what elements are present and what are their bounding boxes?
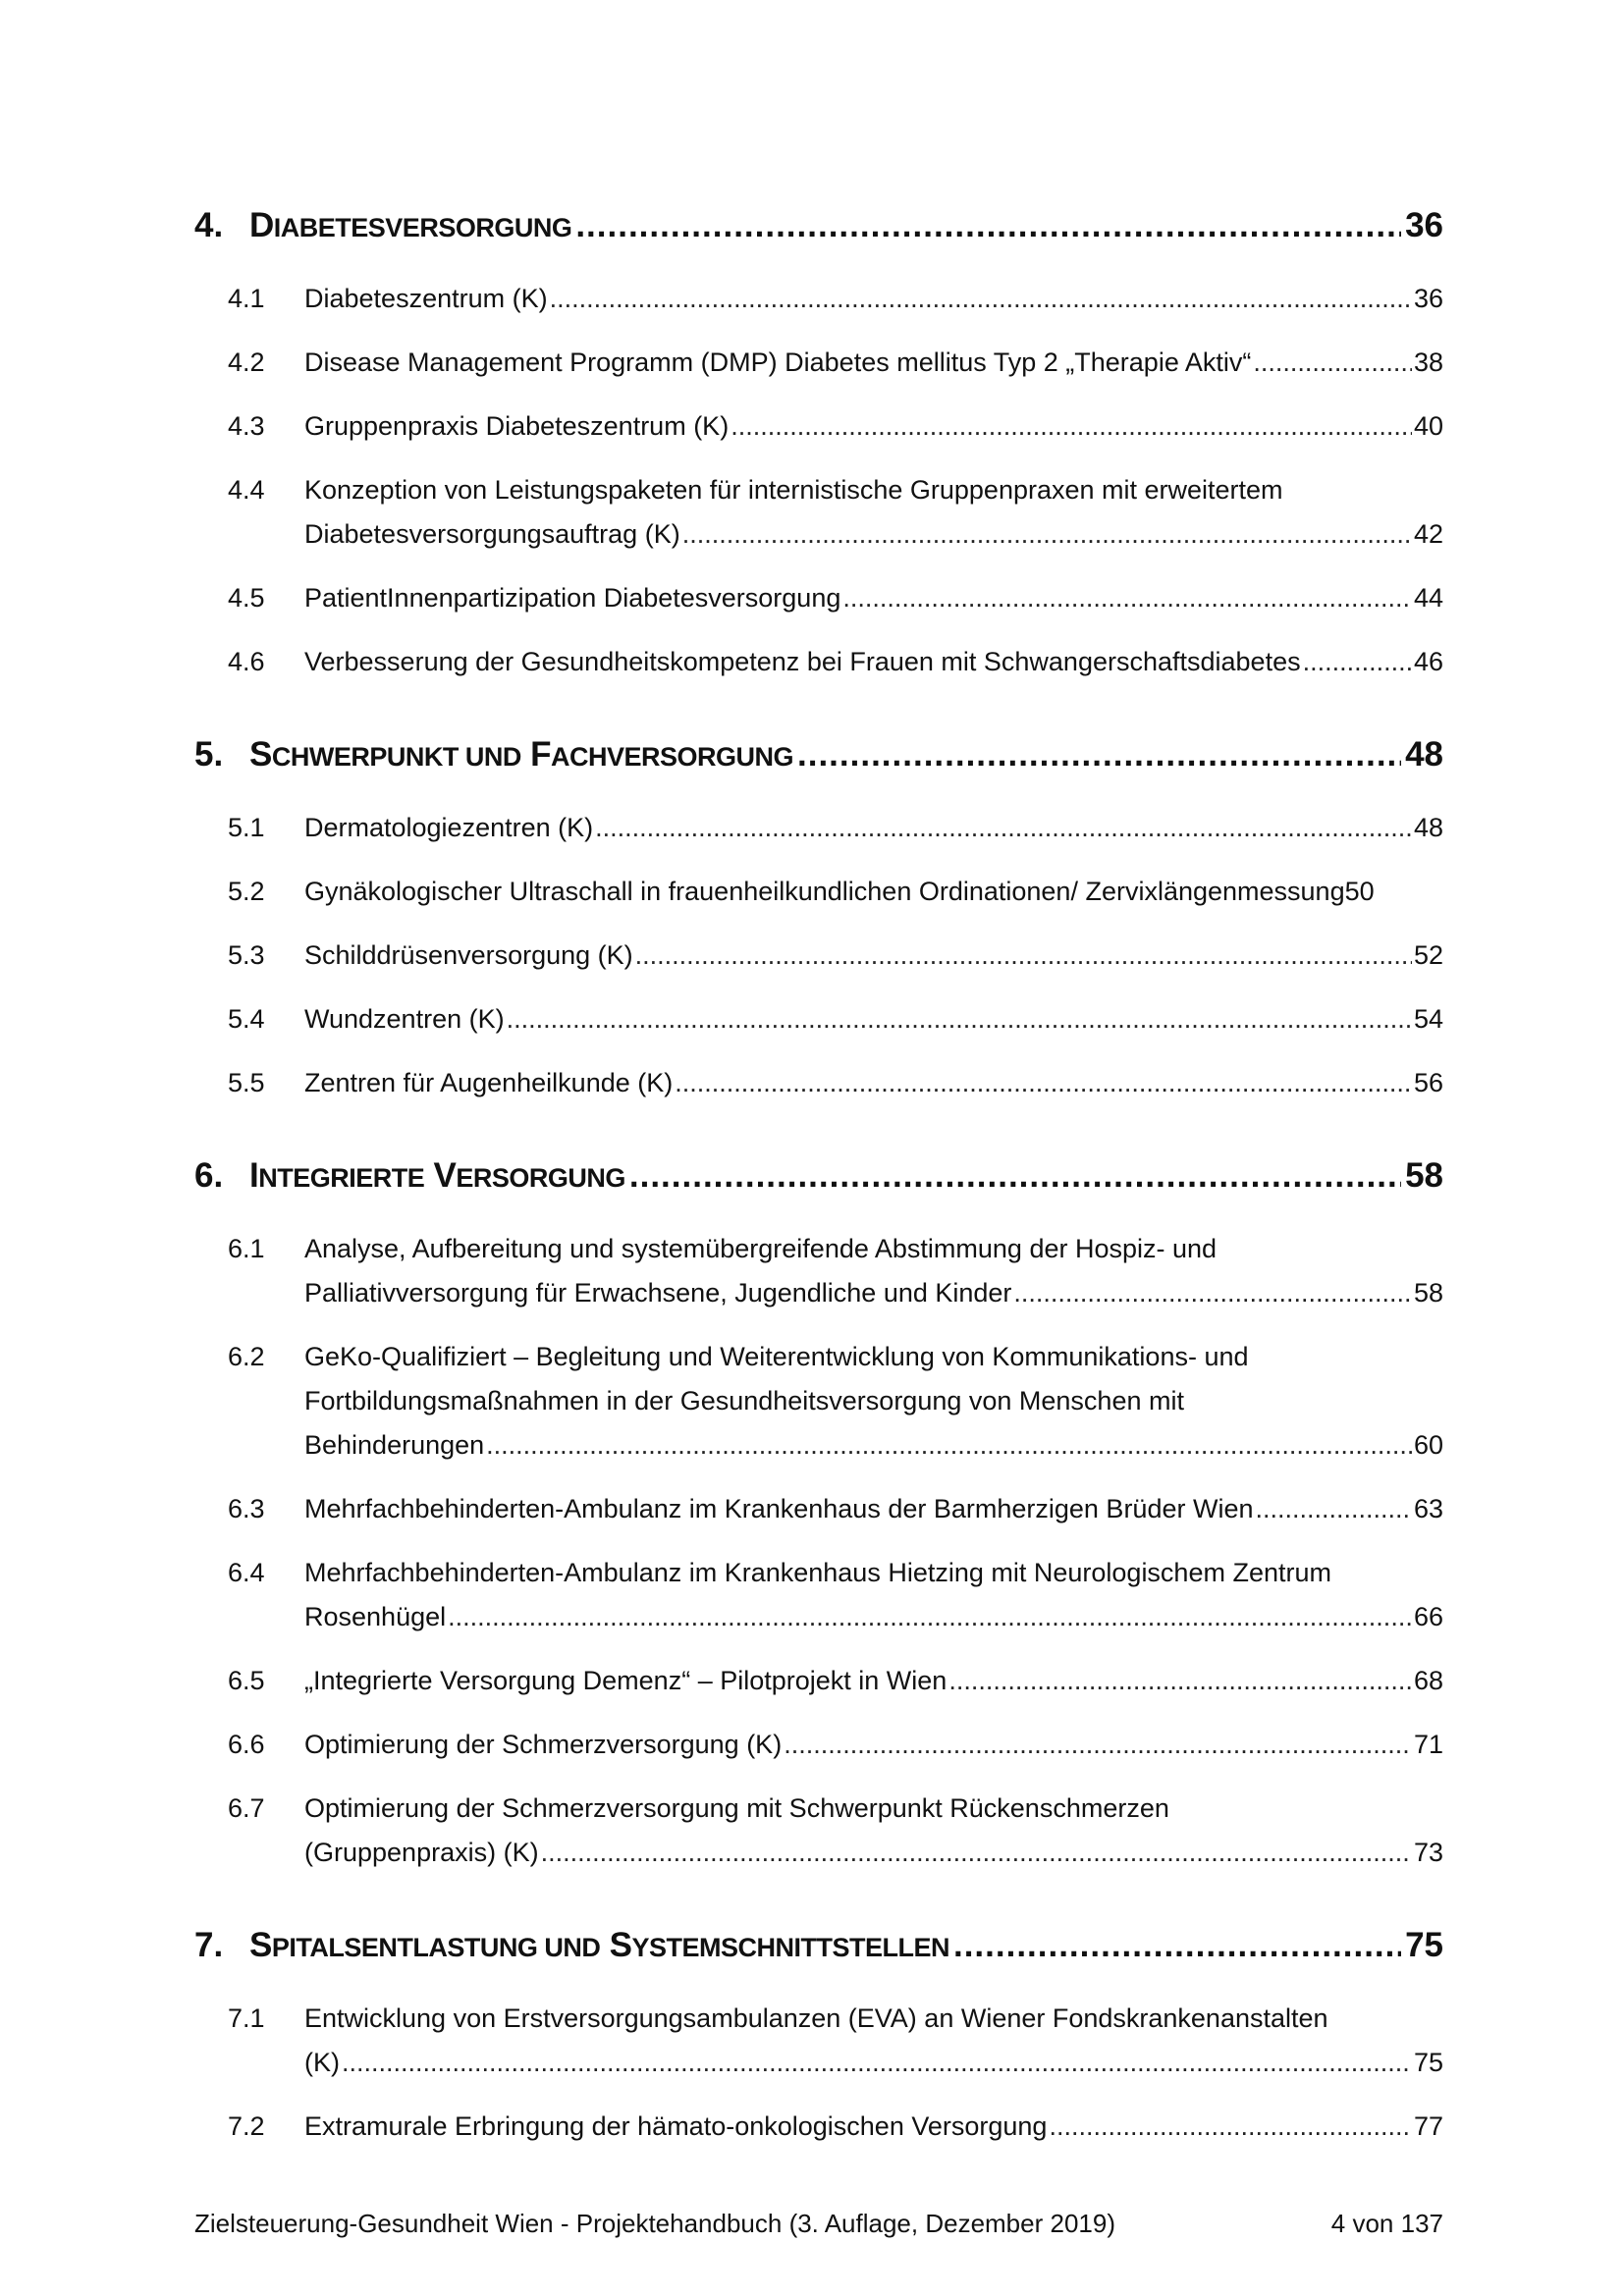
entry-number: 4.6 bbox=[228, 647, 265, 676]
chapter-title-part: PITALSENTLASTUNG UND bbox=[271, 1933, 601, 1962]
toc-chapter-heading[interactable] bbox=[194, 1926, 1443, 1967]
dot-leader bbox=[550, 277, 1412, 321]
entry-title-line: Dermatologiezentren (K) bbox=[304, 813, 594, 842]
toc-entry[interactable] bbox=[194, 1787, 1443, 1875]
dot-leader bbox=[797, 735, 1401, 774]
dot-leader bbox=[675, 1061, 1412, 1105]
chapter-page-number: 58 bbox=[1405, 1156, 1443, 1195]
chapter-title-part: V bbox=[433, 1156, 457, 1195]
entry-title-line: Behinderungen bbox=[304, 1430, 485, 1460]
entry-page-number: 48 bbox=[1413, 813, 1443, 842]
entry-page-number: 58 bbox=[1413, 1278, 1443, 1308]
entry-page-number: 40 bbox=[1413, 411, 1443, 441]
chapter-title-part: CHWERPUNKT UND bbox=[271, 742, 521, 772]
page-footer bbox=[194, 2209, 1443, 2239]
toc-entry[interactable] bbox=[194, 1227, 1443, 1315]
toc-chapter-heading[interactable] bbox=[194, 1156, 1443, 1198]
entry-number: 4.2 bbox=[228, 347, 265, 377]
entry-number: 6.1 bbox=[228, 1234, 265, 1263]
chapter-title-part: F bbox=[530, 735, 551, 774]
dot-leader bbox=[1049, 2105, 1412, 2149]
chapter-title bbox=[249, 1156, 625, 1198]
entry-number: 5.3 bbox=[228, 940, 265, 970]
dot-leader bbox=[448, 1595, 1412, 1639]
chapter-title bbox=[249, 206, 571, 247]
entry-number: 7.1 bbox=[228, 2003, 265, 2033]
dot-leader bbox=[635, 934, 1412, 978]
dot-leader bbox=[575, 206, 1401, 245]
entry-title-line: Konzeption von Leistungspaketen für internistische Gruppenpraxen mit erweitertem bbox=[304, 475, 1283, 505]
entry-title-line: PatientInnenpartizipation Diabetesversorgung bbox=[304, 583, 841, 613]
entry-page-number: 52 bbox=[1413, 940, 1443, 970]
entry-number: 6.2 bbox=[228, 1342, 265, 1371]
entry-number: 6.7 bbox=[228, 1793, 265, 1823]
entry-page-number: 36 bbox=[1413, 284, 1443, 313]
entry-title-line: Mehrfachbehinderten-Ambulanz im Krankenhaus der Barmherzigen Brüder Wien bbox=[304, 1494, 1254, 1523]
dot-leader bbox=[948, 1659, 1412, 1703]
entry-title-line: Mehrfachbehinderten-Ambulanz im Krankenhaus Hietzing mit Neurologischem Zentrum bbox=[304, 1558, 1331, 1587]
entry-number: 4.3 bbox=[228, 411, 265, 441]
entry-page-number: 42 bbox=[1413, 519, 1443, 549]
entry-number: 4.1 bbox=[228, 284, 265, 313]
entry-title-line: (Gruppenpraxis) (K) bbox=[304, 1838, 539, 1867]
entry-title-line: Diabetesversorgungsauftrag (K) bbox=[304, 519, 680, 549]
entry-title-line: Palliativversorgung für Erwachsene, Jugendliche und Kinder bbox=[304, 1278, 1012, 1308]
entry-title-line: „Integrierte Versorgung Demenz“ – Pilotprojekt in Wien bbox=[304, 1666, 947, 1695]
dot-leader bbox=[682, 512, 1412, 557]
toc-entry[interactable] bbox=[194, 1659, 1443, 1703]
toc-entry[interactable] bbox=[194, 341, 1443, 385]
chapter-number: 4. bbox=[194, 206, 224, 244]
entry-title-line: Entwicklung von Erstversorgungsambulanzen (EVA) an Wiener Fondskrankenanstalten bbox=[304, 2003, 1328, 2033]
chapter-title-part: S bbox=[249, 735, 272, 774]
chapter-title-part: ACHVERSORGUNG bbox=[550, 742, 793, 772]
chapter-title-part: S bbox=[609, 1926, 632, 1964]
toc-entry[interactable] bbox=[194, 576, 1443, 620]
toc-entry[interactable] bbox=[194, 277, 1443, 321]
entry-title-line: Optimierung der Schmerzversorgung (K) bbox=[304, 1730, 783, 1759]
entry-title-line: Gruppenpraxis Diabeteszentrum (K) bbox=[304, 411, 730, 441]
toc-entry[interactable] bbox=[194, 997, 1443, 1041]
entry-page-number: 60 bbox=[1413, 1430, 1443, 1460]
toc-entry[interactable] bbox=[194, 404, 1443, 449]
toc-entry[interactable] bbox=[194, 1335, 1443, 1468]
chapter-page-number: 36 bbox=[1405, 206, 1443, 244]
entry-page-number: 73 bbox=[1413, 1838, 1443, 1867]
toc-entry[interactable] bbox=[194, 806, 1443, 850]
dot-leader bbox=[784, 1723, 1412, 1767]
toc-entry[interactable] bbox=[194, 640, 1443, 684]
dot-leader bbox=[541, 1831, 1412, 1875]
dot-leader bbox=[342, 2041, 1412, 2085]
chapter-title-part: S bbox=[249, 1926, 272, 1964]
dot-leader bbox=[842, 576, 1412, 620]
entry-page-number: 56 bbox=[1413, 1068, 1443, 1097]
dot-leader bbox=[1303, 640, 1412, 684]
chapter-page-number: 75 bbox=[1405, 1926, 1443, 1964]
entry-number: 4.5 bbox=[228, 583, 265, 613]
entry-title-line: Extramurale Erbringung der hämato-onkologischen Versorgung bbox=[304, 2111, 1048, 2141]
entry-page-number: 66 bbox=[1413, 1602, 1443, 1631]
entry-page-number: 63 bbox=[1413, 1494, 1443, 1523]
entry-title-line: Diabeteszentrum (K) bbox=[304, 284, 548, 313]
chapter-title-part: D bbox=[249, 206, 274, 244]
entry-page-number: 44 bbox=[1413, 583, 1443, 613]
entry-number: 6.5 bbox=[228, 1666, 265, 1695]
toc-entry[interactable] bbox=[194, 1061, 1443, 1105]
entry-title-line: Rosenhügel bbox=[304, 1602, 447, 1631]
chapter-title-part: I bbox=[249, 1156, 259, 1195]
chapter-title bbox=[249, 735, 793, 776]
entry-title-line: Analyse, Aufbereitung und systemübergreifende Abstimmung der Hospiz- und bbox=[304, 1234, 1218, 1263]
entry-page-number: 68 bbox=[1413, 1666, 1443, 1695]
toc-entry[interactable] bbox=[194, 934, 1443, 978]
entry-number: 5.5 bbox=[228, 1068, 265, 1097]
chapter-title-part: YSTEMSCHNITTSTELLEN bbox=[631, 1933, 949, 1962]
dot-leader bbox=[1013, 1271, 1412, 1315]
toc-entry[interactable] bbox=[194, 1723, 1443, 1767]
entry-title-line: Disease Management Programm (DMP) Diabetes mellitus Typ 2 „Therapie Aktiv“ bbox=[304, 347, 1252, 377]
entry-page-number: 77 bbox=[1413, 2111, 1443, 2141]
toc-chapter-heading[interactable] bbox=[194, 206, 1443, 247]
entry-number: 4.4 bbox=[228, 475, 265, 505]
entry-number: 6.3 bbox=[228, 1494, 265, 1523]
entry-title-line: GeKo-Qualifiziert – Begleitung und Weiterentwicklung von Kommunikations- und bbox=[304, 1342, 1249, 1371]
entry-page-number: 46 bbox=[1413, 647, 1443, 676]
toc-entry[interactable] bbox=[194, 1551, 1443, 1639]
entry-title-line: Fortbildungsmaßnahmen in der Gesundheitsversorgung von Menschen mit bbox=[304, 1386, 1184, 1415]
chapter-number: 5. bbox=[194, 735, 224, 774]
dot-leader bbox=[731, 404, 1412, 449]
dot-leader bbox=[486, 1423, 1412, 1468]
dot-leader bbox=[507, 997, 1412, 1041]
entry-title-line: Zentren für Augenheilkunde (K) bbox=[304, 1068, 674, 1097]
footer-page-number: 4 von 137 bbox=[1330, 2209, 1443, 2238]
entry-title-line: (K) bbox=[304, 2048, 340, 2077]
toc-entry[interactable] bbox=[194, 468, 1443, 557]
entry-page-number: 54 bbox=[1413, 1004, 1443, 1034]
entry-number: 5.2 bbox=[228, 877, 265, 906]
chapter-number: 7. bbox=[194, 1926, 224, 1964]
entry-page-number: 71 bbox=[1413, 1730, 1443, 1759]
toc-entry[interactable] bbox=[194, 870, 1443, 914]
entry-number: 6.6 bbox=[228, 1730, 265, 1759]
entry-title-line: Schilddrüsenversorgung (K) bbox=[304, 940, 633, 970]
entry-title-line: Wundzentren (K) bbox=[304, 1004, 505, 1034]
entry-number: 5.1 bbox=[228, 813, 265, 842]
entry-page-number: 75 bbox=[1413, 2048, 1443, 2077]
entry-title-line: Verbesserung der Gesundheitskompetenz bei Frauen mit Schwangerschaftsdiabetes bbox=[304, 647, 1301, 676]
toc-entry[interactable] bbox=[194, 1487, 1443, 1531]
footer-document-title: Zielsteuerung-Gesundheit Wien - Projektehandbuch (3. Auflage, Dezember 2019) bbox=[194, 2209, 1115, 2238]
entry-title-line: Optimierung der Schmerzversorgung mit Schwerpunkt Rückenschmerzen bbox=[304, 1793, 1169, 1823]
entry-number: 7.2 bbox=[228, 2111, 265, 2141]
chapter-title-part: IABETESVERSORGUNG bbox=[273, 213, 572, 242]
table-of-contents bbox=[194, 192, 1443, 2168]
chapter-title-part: NTEGRIERTE bbox=[258, 1163, 425, 1193]
dot-leader bbox=[953, 1926, 1401, 1965]
dot-leader bbox=[1253, 341, 1412, 385]
dot-leader bbox=[1256, 1487, 1412, 1531]
entry-number: 5.4 bbox=[228, 1004, 265, 1034]
dot-leader bbox=[629, 1156, 1401, 1196]
toc-entry[interactable] bbox=[194, 1997, 1443, 2085]
chapter-title-part: ERSORGUNG bbox=[456, 1163, 625, 1193]
dot-leader bbox=[595, 806, 1412, 850]
entry-title-line: Gynäkologischer Ultraschall in frauenheilkundlichen Ordinationen/ Zervixlängenmessung bbox=[304, 877, 1345, 906]
entry-page-number: 38 bbox=[1413, 347, 1443, 377]
toc-chapter-heading[interactable] bbox=[194, 735, 1443, 776]
chapter-page-number: 48 bbox=[1405, 735, 1443, 774]
chapter-title bbox=[249, 1926, 949, 1967]
chapter-number: 6. bbox=[194, 1156, 224, 1195]
toc-entry[interactable] bbox=[194, 2105, 1443, 2149]
entry-number: 6.4 bbox=[228, 1558, 265, 1587]
entry-page-number: 50 bbox=[1344, 877, 1375, 906]
